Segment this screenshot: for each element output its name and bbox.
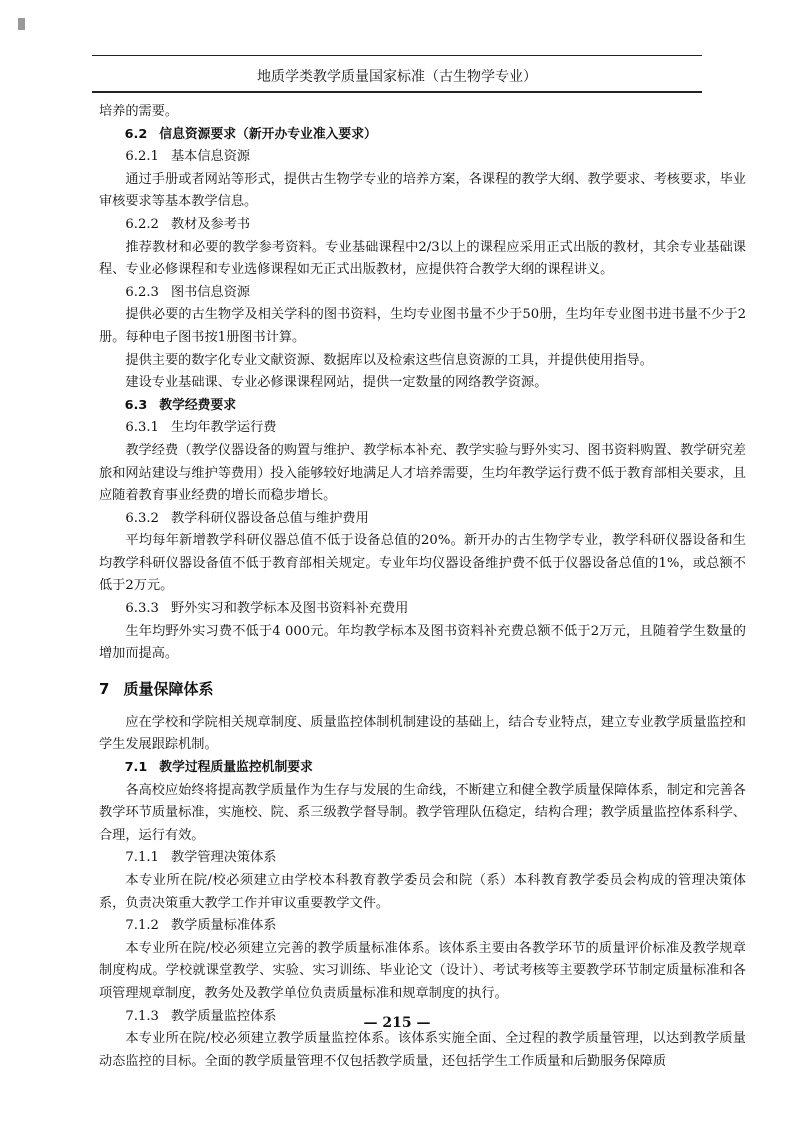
paragraph: 通过手册或者网站等形式，提供古生物学专业的培养方案，各课程的教学大纲、教学要求、考核要求，毕业审核要求等基本教学信息。 (99, 171, 746, 210)
section-heading-6-2-3: 6.2.3 图书信息资源 (125, 284, 251, 300)
paragraph: 平均每年新增教学科研仪器总值不低于设备总值的20%。新开办的古生物学专业，教学科研仪器设备和生均教学科研仪器设备值不低于教育部相关规定。专业年均仪器设备维护费不低于仪器设备总值的1%，或总额不低于2万元。 (99, 533, 746, 594)
running-header: 地质学类教学质量国家标准（古生物学专业） (257, 69, 537, 85)
section-heading-6-3: 6.3 教学经费要求 (124, 397, 237, 413)
section-heading-6-3-3: 6.3.3 野外实习和教学标本及图书资料补充费用 (125, 601, 409, 617)
paragraph: 本专业所在院/校必须建立教学质量监控体系。该体系实施全面、全过程的教学质量管理，以达到教学质量动态监控的目标。全面的教学质量管理不仅包括教学质量，还包括学生工作质量和后勤服务保障质 (99, 1031, 746, 1069)
section-heading-7-1-3: 7.1.3 教学质量监控体系 (125, 1008, 277, 1024)
section-heading-6-2: 6.2 信息资源要求（新开办专业准入要求） (124, 126, 377, 142)
section-heading-7-1-2: 7.1.2 教学质量标准体系 (125, 918, 277, 934)
paragraph: 应在学校和学院相关规章制度、质量监控体制机制建设的基础上，结合专业特点，建立专业教学质量监控和学生发展跟踪机制。 (99, 714, 746, 753)
header-rule-top (92, 55, 702, 56)
section-heading-7-1: 7.1 教学过程质量监控机制要求 (124, 760, 313, 776)
paragraph: 提供必要的古生物学及相关学科的图书资料，生均专业图书量不少于50册，生均年专业图书进书量不少于2册。每种电子图书按1册图书计算。 (99, 307, 746, 345)
chapter-heading-7: 7 质量保障体系 (99, 679, 214, 698)
page-number: — 215 — (363, 1015, 431, 1031)
section-heading-6-2-1: 6.2.1 基本信息资源 (125, 149, 251, 165)
header-rule-bottom (92, 91, 702, 93)
scan-mark (18, 18, 25, 30)
section-heading-6-2-2: 6.2.2 教材及参考书 (125, 216, 251, 232)
paragraph: 教学经费（教学仪器设备的购置与维护、教学标本补充、教学实验与野外实习、图书资料购置、教学研究差旅和网站建设与维护等费用）投入能够较好地满足人才培养需要，生均年教学运行费不低于教育部相关要求，且应随着教育事业经费的增长而稳步增长。 (99, 442, 746, 504)
section-heading-6-3-1: 6.3.1 生均年教学运行费 (125, 420, 277, 436)
paragraph: 生年均野外实习费不低于4 000元。年均教学标本及图书资料补充费总额不低于2万元，且随着学生数量的增加而提高。 (99, 623, 746, 662)
section-heading-7-1-1: 7.1.1 教学管理决策体系 (125, 850, 277, 866)
paragraph: 本专业所在院/校必须建立完善的教学质量标准体系。该体系主要由各教学环节的质量评价标准及教学规章制度构成。学校就课堂教学、实验、实习训练、毕业论文（设计）、考试考核等主要教学环节制定质量标准和各项管理规章制度，教务处及教学单位负责质量标准和规章制度的执行。 (99, 940, 746, 1001)
paragraph: 推荐教材和必要的教学参考资料。专业基础课程中2/3以上的课程应采用正式出版的教材，其余专业基础课程、专业必修课程和专业选修课程如无正式出版教材，应提供符合教学大纲的课程讲义。 (99, 239, 746, 278)
paragraph: 建设专业基础课、专业必修课课程网站，提供一定数量的网络教学资源。 (125, 375, 548, 391)
paragraph: 培养的需要。 (99, 104, 179, 119)
paragraph: 提供主要的数字化专业文献资源、数据库以及检索这些信息资源的工具，并提供使用指导。 (125, 352, 653, 368)
paragraph: 本专业所在院/校必须建立由学校本科教育教学委员会和院（系）本科教育教学委员会构成的管理决策体系，负责决策重大教学工作并审议重要教学文件。 (99, 873, 746, 911)
page-body (99, 101, 746, 1073)
section-heading-6-3-2: 6.3.2 教学科研仪器设备总值与维护费用 (125, 510, 369, 526)
paragraph: 各高校应始终将提高教学质量作为生存与发展的生命线，不断建立和健全教学质量保障体系，制定和完善各教学环节质量标准，实施校、院、系三级教学督导制。教学管理队伍稳定，结构合理；教学质量监控体系科学、合理，运行有效。 (99, 782, 746, 843)
